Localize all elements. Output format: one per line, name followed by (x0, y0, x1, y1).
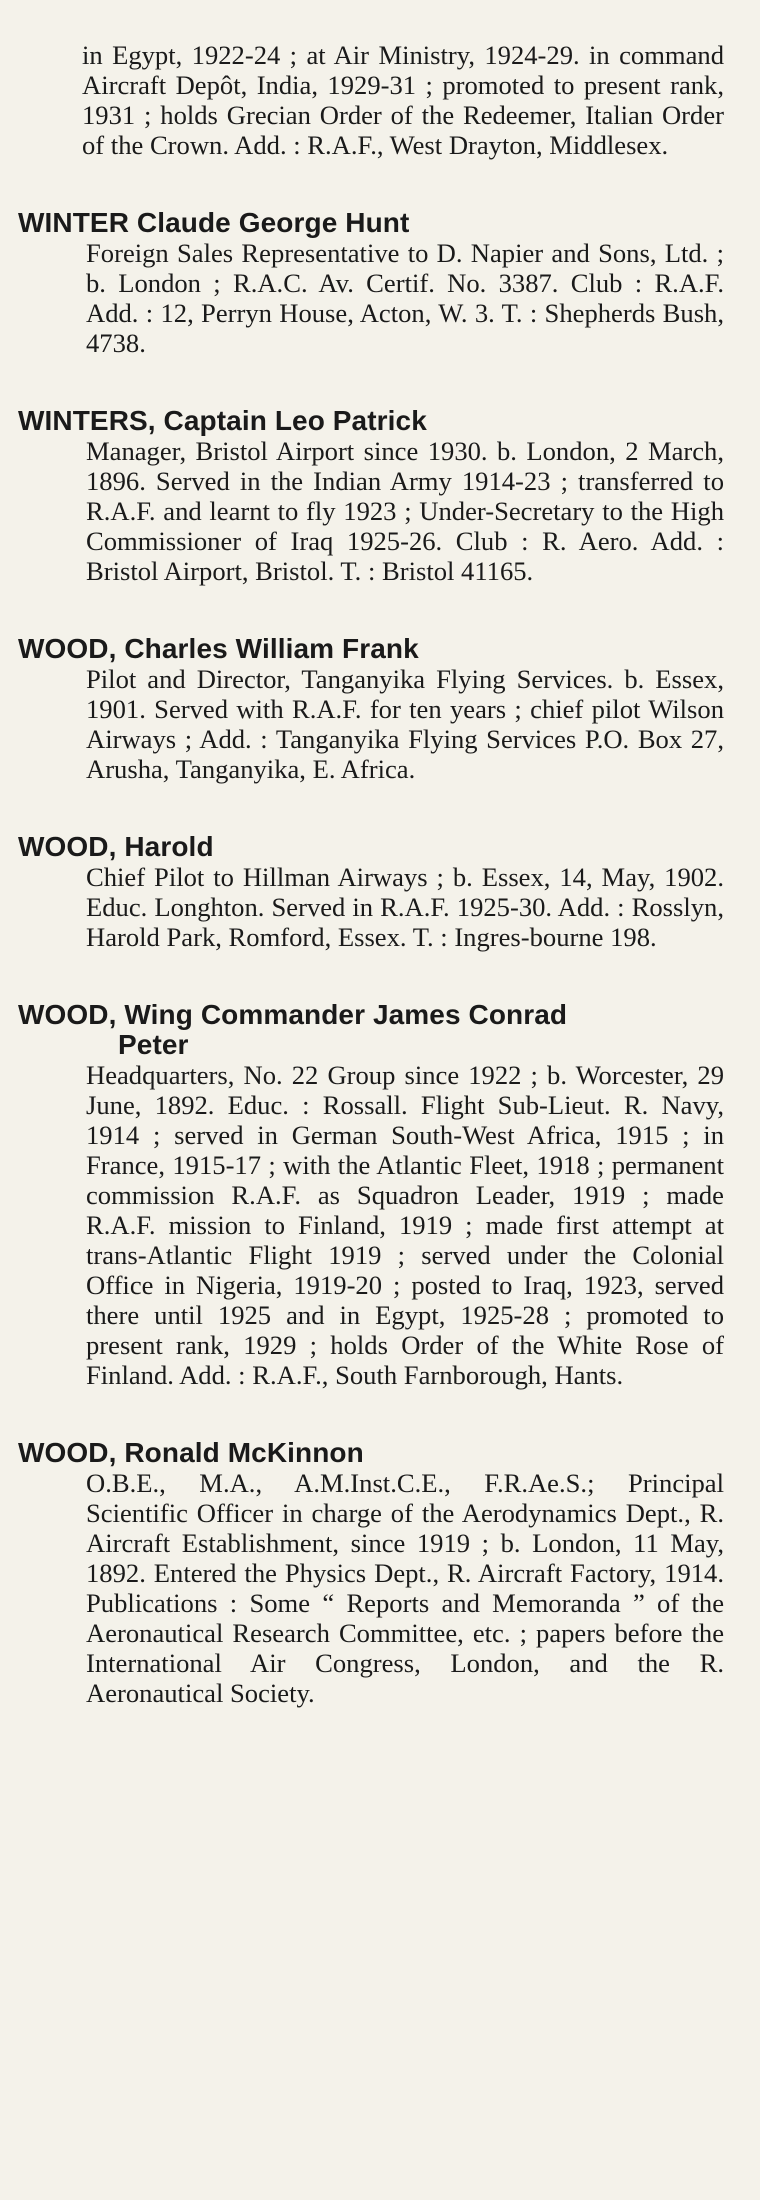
entry-body: Headquarters, No. 22 Group since 1922 ; b. Worcester, 29 June, 1892. Educ. : Rossall. Flight Sub-Lieut. R. Navy, 1914 ; served in German South-West Africa, 1915 ; in France, 1915-17 ; with the Atlantic Fleet, 1918 ; permanent commission R.A.F. as Squadron Leader, 1919 ; made R.A.F. mission to Finland, 1919 ; made first attempt at trans-Atlantic Flight 1919 ; served under the Colonial Office in Nigeria, 1919-20 ; posted to Iraq, 1923, served there until 1925 and in Egypt, 1925-28 ; promoted to present rank, 1929 ; holds Order of the White Rose of Finland. Add. : R.A.F., South Farnborough, Hants. (86, 1060, 724, 1390)
entry-name (18, 1000, 724, 1060)
entry-name: WINTERS, Captain Leo Patrick (18, 405, 427, 436)
entry-body: Manager, Bristol Airport since 1930. b. London, 2 March, 1896. Served in the Indian Army 1914-23 ; transferred to R.A.F. and learnt to fly 1923 ; Under-Secretary to the High Commissioner of Iraq 1925-26. Club : R. Aero. Add. : Bristol Airport, Bristol. T. : Bristol 41165. (86, 436, 724, 586)
entry-wood-harold (18, 832, 724, 952)
entry-body: O.B.E., M.A., A.M.Inst.C.E., F.R.Ae.S.; Principal Scientific Officer in charge of the Aerodynamics Dept., R. Aircraft Establishment, since 1919 ; b. London, 11 May, 1892. Entered the Physics Dept., R. Aircraft Factory, 1914. Publications : Some “ Reports and Memoranda ” of the Aeronautical Research Committee, etc. ; papers before the International Air Congress, London, and the R. Aeronautical Society. (86, 1468, 724, 1708)
entry-winters-leo (18, 406, 724, 586)
entries-column (18, 40, 724, 1708)
entry-name: WINTER Claude George Hunt (18, 207, 410, 238)
entry-name: WOOD, Ronald McKinnon (18, 1437, 364, 1468)
entry-body: Foreign Sales Representative to D. Napier and Sons, Ltd. ; b. London ; R.A.C. Av. Certif. No. 3387. Club : R.A.F. Add. : 12, Perryn House, Acton, W. 3. T. : Shepherds Bush, 4738. (86, 238, 724, 358)
entry-name: WOOD, Charles William Frank (18, 633, 419, 664)
entry-winter-claude (18, 208, 724, 358)
entry-body: Pilot and Director, Tanganyika Flying Services. b. Essex, 1901. Served with R.A.F. for ten years ; chief pilot Wilson Airways ; Add. : Tanganyika Flying Services P.O. Box 27, Arusha, Tanganyika, E. Africa. (86, 664, 724, 784)
continued-entry-text: in Egypt, 1922-24 ; at Air Ministry, 1924-29. in command Aircraft Depôt, India, 1929-31 ; promoted to present rank, 1931 ; holds Grecian Order of the Redeemer, Italian Order of the Crown. Add. : R.A.F., West Drayton, Middlesex. (82, 40, 724, 160)
entry-name-line1: WOOD, Wing Commander James Conrad (18, 999, 568, 1030)
entry-wood-ronald (18, 1438, 724, 1708)
entry-wood-charles (18, 634, 724, 784)
entry-wood-james (18, 1000, 724, 1390)
entry-name: WOOD, Harold (18, 831, 214, 862)
entry-name-line2: Peter (118, 1029, 189, 1060)
entry-body: Chief Pilot to Hillman Airways ; b. Essex, 14, May, 1902. Educ. Longhton. Served in R.A.F. 1925-30. Add. : Rosslyn, Harold Park, Romford, Essex. T. : Ingres-bourne 198. (86, 862, 724, 952)
